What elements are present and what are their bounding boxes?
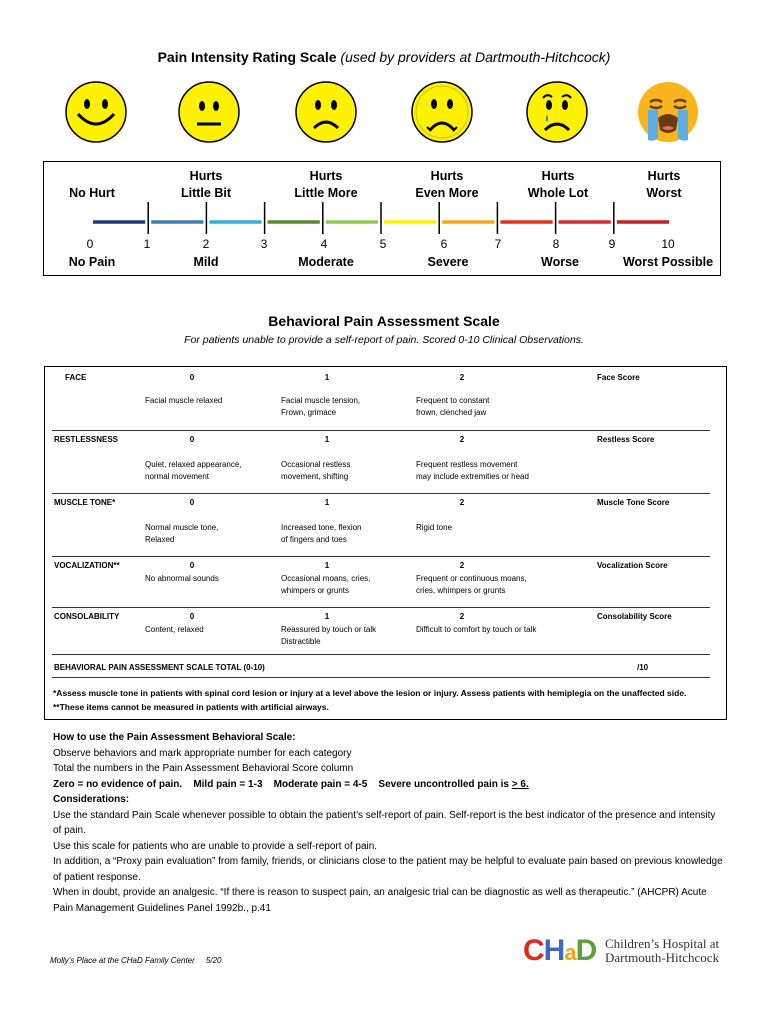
bps-score-label-0: Face Score (597, 373, 640, 382)
scale-number-7: 7 (494, 237, 502, 251)
bps-desc-2-0: Normal muscle tone, Relaxed (145, 523, 219, 544)
bps-desc-4-0: Content, relaxed (145, 625, 204, 634)
divider (52, 493, 710, 494)
bps-desc-0-2: Frequent to constant frown, clenched jaw (416, 396, 490, 417)
bps-desc-1-1: Occasional restless movement, shifting (281, 460, 351, 481)
scale-number-2: 2 (202, 237, 210, 251)
bps-score-label-3: Vocalization Score (597, 561, 668, 570)
divider (52, 654, 710, 655)
scale-number-9: 9 (608, 237, 616, 251)
bps-score-1-1: 1 (324, 435, 330, 444)
consideration-3: When in doubt, provide an analgesic. “If there is reason to suspect pain, an analgesic trial can be diagnostic as well as therapeutic.” (AHCPR) Acute Pain Management Guidelines Panel 1992b., p.41 (53, 887, 707, 914)
scale-number-10: 10 (661, 237, 675, 251)
bps-score-1-2: 2 (459, 435, 465, 444)
title-bold: Pain Intensity Rating Scale (157, 49, 337, 65)
threshold-severe-value: > 6. (511, 778, 529, 790)
threshold-severe: Severe uncontrolled pain is (378, 778, 512, 790)
hurt-label-0: No Hurt (69, 186, 115, 200)
howto-line-1: Total the numbers in the Pain Assessment Behavioral Score column (53, 763, 354, 774)
bps-score-label-2: Muscle Tone Score (597, 498, 670, 507)
bps-score-3-2: 2 (459, 561, 465, 570)
bps-title: Behavioral Pain Assessment Scale (268, 313, 500, 329)
bps-desc-3-0: No abnormal sounds (145, 574, 219, 583)
bps-score-0-1: 1 (324, 373, 330, 382)
bps-desc-4-2: Difficult to comfort by touch or talk (416, 625, 537, 634)
howto-line-0: Observe behaviors and mark appropriate number for each category (53, 747, 352, 759)
consideration-0: Use the standard Pain Scale whenever possible to obtain the patient’s self-report of pain. Self-report is the best indicator of the presence and intensity of pain. (53, 809, 716, 836)
bps-score-4-0: 0 (189, 612, 195, 621)
hurt-label-5: Hurts Worst (646, 169, 682, 200)
howto-heading: How to use the Pain Assessment Behavioral Scale: (53, 732, 296, 743)
threshold-mild: Mild pain = 1-3 (193, 778, 263, 790)
bps-subtitle: For patients unable to provide a self-report of pain. Scored 0-10 Clinical Observations. (184, 334, 584, 346)
frowning-face-icon (410, 80, 474, 144)
hurt-label-4: Hurts Whole Lot (527, 169, 589, 200)
chad-logo-text: Children’s Hospital at Dartmouth-Hitchcock (605, 936, 720, 965)
scale-number-1: 1 (143, 237, 151, 251)
bps-score-2-1: 1 (324, 498, 330, 507)
bps-category-3: VOCALIZATION** (54, 561, 120, 570)
page-title (0, 49, 768, 65)
threshold-moderate: Moderate pain = 4-5 (273, 778, 368, 790)
level-label-5: Worst Possible (622, 255, 714, 269)
howto-section (53, 730, 723, 916)
bps-desc-1-2: Frequent restless movement may include extremities or head (416, 460, 529, 481)
level-label-4: Worse (541, 255, 579, 269)
divider (52, 556, 710, 557)
bps-desc-2-1: Increased tone, flexion of fingers and toes (281, 523, 362, 544)
bps-score-2-0: 0 (189, 498, 195, 507)
divider (52, 430, 710, 431)
bps-score-3-1: 1 (324, 561, 330, 570)
bps-footnote: *Assess muscle tone in patients with spinal cord lesion or injury at a level above the lesion or injury. Assess patients with hemiplegia on the unaffected side. **These items cannot be measured in patients with artificial airways. (53, 688, 687, 712)
bps-score-3-0: 0 (189, 561, 195, 570)
hurt-label-3: Hurts Even More (415, 169, 479, 200)
scale-number-3: 3 (260, 237, 268, 251)
bps-desc-3-1: Occasional moans, cries, whimpers or grunts (281, 574, 371, 595)
footer-text: Molly’s Place at the CHaD Family Center 5/20 (50, 956, 222, 965)
bps-category-2: MUSCLE TONE* (54, 498, 116, 507)
sad-face-icon (294, 80, 358, 144)
bps-score-2-2: 2 (459, 498, 465, 507)
neutral-face-icon (177, 80, 241, 144)
bps-category-0: FACE (65, 373, 87, 382)
bps-category-4: CONSOLABILITY (54, 612, 120, 621)
level-label-0: No Pain (68, 255, 116, 269)
title-italic: (used by providers at Dartmouth-Hitchcock) (340, 49, 611, 65)
bps-total-value: /10 (637, 663, 649, 672)
divider (52, 607, 710, 608)
considerations-heading: Considerations: (53, 794, 130, 805)
pain-thresholds (53, 777, 723, 793)
chad-logo-mark: CHaD (523, 934, 597, 967)
bps-score-1-0: 0 (189, 435, 195, 444)
bps-desc-1-0: Quiet, relaxed appearance, normal movement (145, 460, 242, 481)
bps-desc-2-2: Rigid tone (416, 523, 453, 532)
threshold-zero: Zero = no evidence of pain. (53, 778, 183, 790)
tearful-face-icon (525, 80, 589, 144)
level-label-2: Moderate (298, 255, 354, 269)
bps-total-label: BEHAVIORAL PAIN ASSESSMENT SCALE TOTAL (0-10) (54, 663, 265, 672)
bps-desc-0-1: Facial muscle tension, Frown, grimace (281, 396, 361, 417)
bps-desc-4-1: Reassured by touch or talk Distractible (281, 625, 377, 646)
scale-number-0: 0 (86, 237, 94, 251)
consideration-2: In addition, a “Proxy pain evaluation” from family, friends, or clinicians close to the patient may be helpful to evaluate pain based on previous knowledge of patient response. (53, 856, 723, 883)
scale-ticks (148, 202, 614, 234)
bps-score-label-4: Consolability Score (597, 612, 672, 621)
hurt-label-1: Hurts Little Bit (181, 169, 231, 200)
scale-number-4: 4 (320, 237, 328, 251)
pain-scale-bar (43, 198, 723, 234)
bps-category-1: RESTLESSNESS (54, 435, 119, 444)
scale-number-5: 5 (379, 237, 387, 251)
consideration-1: Use this scale for patients who are unable to provide a self-report of pain. (53, 840, 378, 852)
scale-number-6: 6 (440, 237, 448, 251)
level-label-1: Mild (193, 255, 219, 269)
bps-score-4-2: 2 (459, 612, 465, 621)
bps-desc-3-2: Frequent or continuous moans, cries, whimpers or grunts (416, 574, 527, 595)
chad-logo (523, 934, 723, 968)
bps-score-0-2: 2 (459, 373, 465, 382)
bps-desc-0-0: Facial muscle relaxed (145, 396, 223, 405)
bps-score-0-0: 0 (189, 373, 195, 382)
level-label-3: Severe (427, 255, 469, 269)
crying-emoji-icon (636, 80, 700, 144)
hurt-label-2: Hurts Little More (294, 169, 358, 200)
scale-number-8: 8 (552, 237, 560, 251)
bps-score-label-1: Restless Score (597, 435, 655, 444)
divider (52, 677, 710, 678)
very-happy-face-icon (64, 80, 128, 144)
bps-score-4-1: 1 (324, 612, 330, 621)
